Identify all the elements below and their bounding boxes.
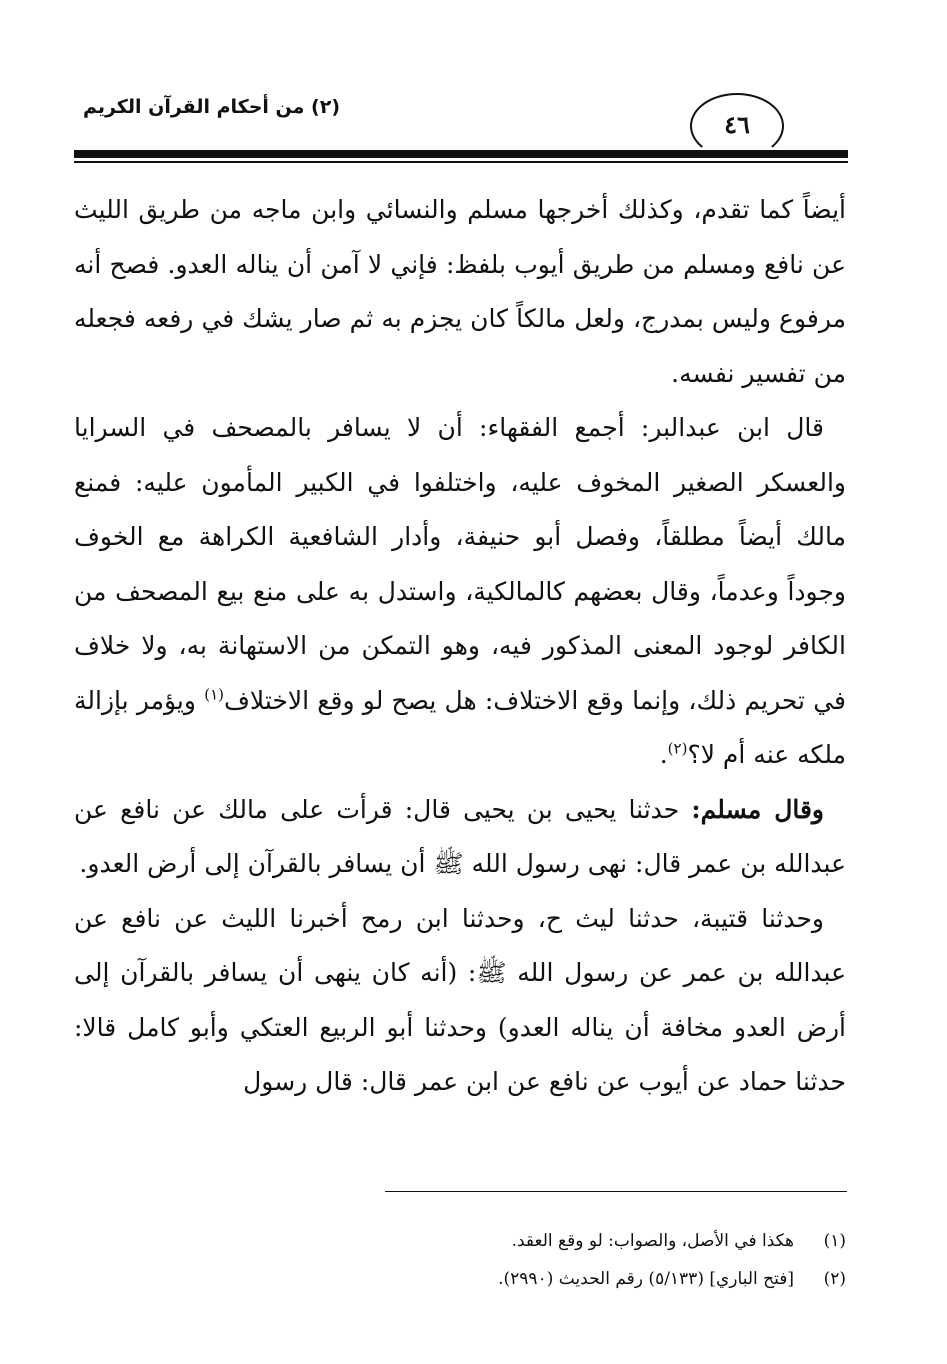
- paragraph-lead: وقال مسلم:: [691, 794, 824, 824]
- footnote-number: (١): [823, 1231, 846, 1251]
- footnote-ref[interactable]: (١): [204, 685, 224, 704]
- paragraph-text: ويؤمر بإزالة ملكه عنه أم لا؟: [74, 685, 846, 769]
- footnote-text: [فتح الباري] (٥/١٣٣) رقم الحديث (٢٩٩٠).: [498, 1269, 794, 1289]
- paragraph: وحدثنا قتيبة، حدثنا ليث ح، وحدثنا ابن رمح أخبرنا الليث عن نافع عن عبدالله بن عمر عن رسول الله ﷺ: (أنه كان ينهى أن يسافر بالقرآن إلى أرض العدو مخافة أن يناله العدو) وحدثنا أبو الربيع العتكي وأبو كامل قالا: حدثنا حماد عن أيوب عن نافع عن ابن عمر قال: قال رسول: [74, 903, 846, 1096]
- page-header: [0, 0, 947, 170]
- paragraph-text: قال ابن عبدالبر: أجمع الفقهاء: أن لا يسافر بالمصحف في السرايا والعسكر الصغير المخوف عليه، واختلفوا في الكبير المأمون عليه: فمنع مالك أيضاً مطلقاً، وفصل أبو حنيفة، وأدار الشافعية الكراهة مع الخوف وجوداً وعدماً، وقال بعضهم كالمالكية، واستدل به على منع بيع المصحف من الكافر لوجود المعنى المذكور فيه، وهو التمكن من الاستهانة به، ولا خلاف في تحريم ذلك، وإنما وقع الاختلاف: هل يصح لو وقع الاختلاف: [74, 413, 846, 715]
- page-number: ٤٦: [724, 109, 750, 139]
- footnote-item: [380, 1260, 846, 1298]
- footnote-ref[interactable]: (٢): [667, 739, 688, 758]
- footnotes: [380, 1222, 846, 1298]
- main-text: [74, 183, 846, 1110]
- header-rule-thin: [74, 161, 848, 163]
- footnote-text: هكذا في الأصل، والصواب: لو وقع العقد.: [511, 1231, 794, 1251]
- paragraph: [74, 401, 846, 783]
- running-title: (٢) من أحكام القرآن الكريم: [82, 96, 340, 118]
- paragraph: [74, 783, 846, 892]
- paragraph-text: حدثنا يحيى بن يحيى قال: قرأت على مالك عن نافع عن عبدالله بن عمر قال: نهى رسول الله ﷺ أن يسافر بالقرآن إلى أرض العدو.: [74, 794, 846, 878]
- footnote-item: [380, 1222, 846, 1260]
- header-rule-thick: [74, 150, 848, 158]
- paragraph: أيضاً كما تقدم، وكذلك أخرجها مسلم والنسائي وابن ماجه من طريق الليث عن نافع ومسلم من طريق أيوب بلفظ: فإني لا آمن أن يناله العدو. فصح أنه مرفوع وليس بمدرج، ولعل مالكاً كان يجزم به ثم صار يشك في رفعه فجعله من تفسير نفسه.: [74, 195, 846, 388]
- footnote-separator: [385, 1191, 847, 1192]
- footnote-number: (٢): [823, 1269, 846, 1289]
- paragraph-text: .: [659, 740, 668, 769]
